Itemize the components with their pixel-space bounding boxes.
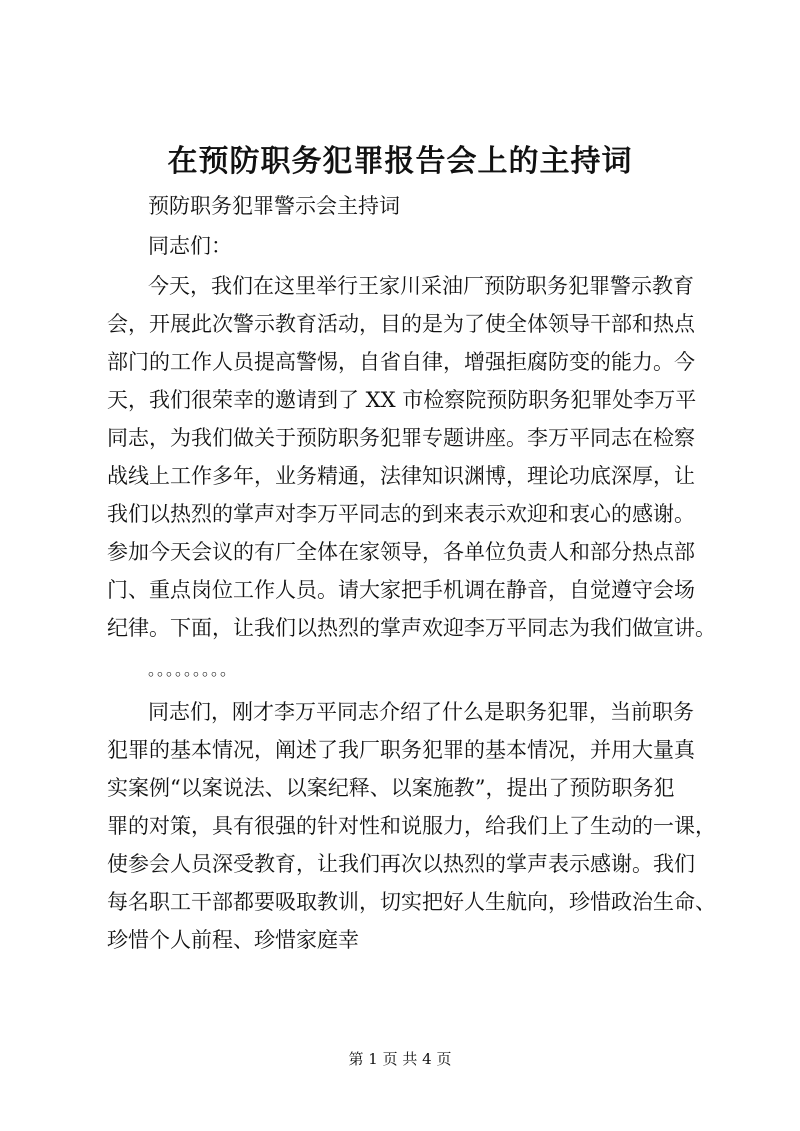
paragraph-line: 今天，我们在这里举行王家川采油厂预防职务犯罪警示教育	[148, 274, 694, 298]
paragraph-line: 参加今天会议的有厂全体在家领导，各单位负责人和部分热点部	[107, 540, 695, 564]
document-title: 在预防职务犯罪报告会上的主持词	[167, 144, 633, 179]
paragraph-line: 实案例“以案说法、以案纪释、以案施教”，提出了预防职务犯	[107, 776, 675, 800]
paragraph-line: 我们以热烈的掌声对李万平同志的到来表示欢迎和衷心的感谢。	[107, 502, 695, 526]
paragraph-line: 每名职工干部都要吸取教训，切实把好人生航向，珍惜政治生命、	[107, 890, 716, 914]
paragraph-line: 犯罪的基本情况，阐述了我厂职务犯罪的基本情况，并用大量真	[107, 738, 695, 762]
paragraph-line: 天，我们很荣幸的邀请到了 XX 市检察院预防职务犯罪处李万平	[107, 388, 697, 412]
paragraph-line: 纪律。下面，让我们以热烈的掌声欢迎李万平同志为我们做宣讲。	[107, 616, 716, 640]
paragraph-line: 门、重点岗位工作人员。请大家把手机调在静音，自觉遵守会场	[107, 578, 695, 602]
paragraph-line: 会，开展此次警示教育活动，目的是为了使全体领导干部和热点	[107, 312, 695, 336]
paragraph-line: 同志，为我们做关于预防职务犯罪专题讲座。李万平同志在检察	[107, 426, 695, 450]
paragraph-line: 部门的工作人员提高警惕，自省自律，增强拒腐防变的能力。今	[107, 350, 695, 374]
paragraph-line: 战线上工作多年，业务精通，法律知识渊博，理论功底深厚，让	[107, 464, 695, 488]
paragraph-line: 同志们，刚才李万平同志介绍了什么是职务犯罪，当前职务	[148, 700, 694, 724]
page-footer: 第 1 页 共 4 页	[348, 1050, 452, 1068]
paragraph-line: 罪的对策，具有很强的针对性和说服力，给我们上了生动的一课，	[107, 814, 716, 838]
paragraph-line: 珍惜个人前程、珍惜家庭幸	[107, 928, 359, 952]
paragraph-line: 使参会人员深受教育，让我们再次以热烈的掌声表示感谢。我们	[107, 852, 695, 876]
salutation-line: 同志们：	[148, 234, 232, 258]
subtitle-line: 预防职务犯罪警示会主持词	[148, 194, 400, 218]
ellipsis-line: 。。。。。。。。。	[148, 660, 238, 679]
